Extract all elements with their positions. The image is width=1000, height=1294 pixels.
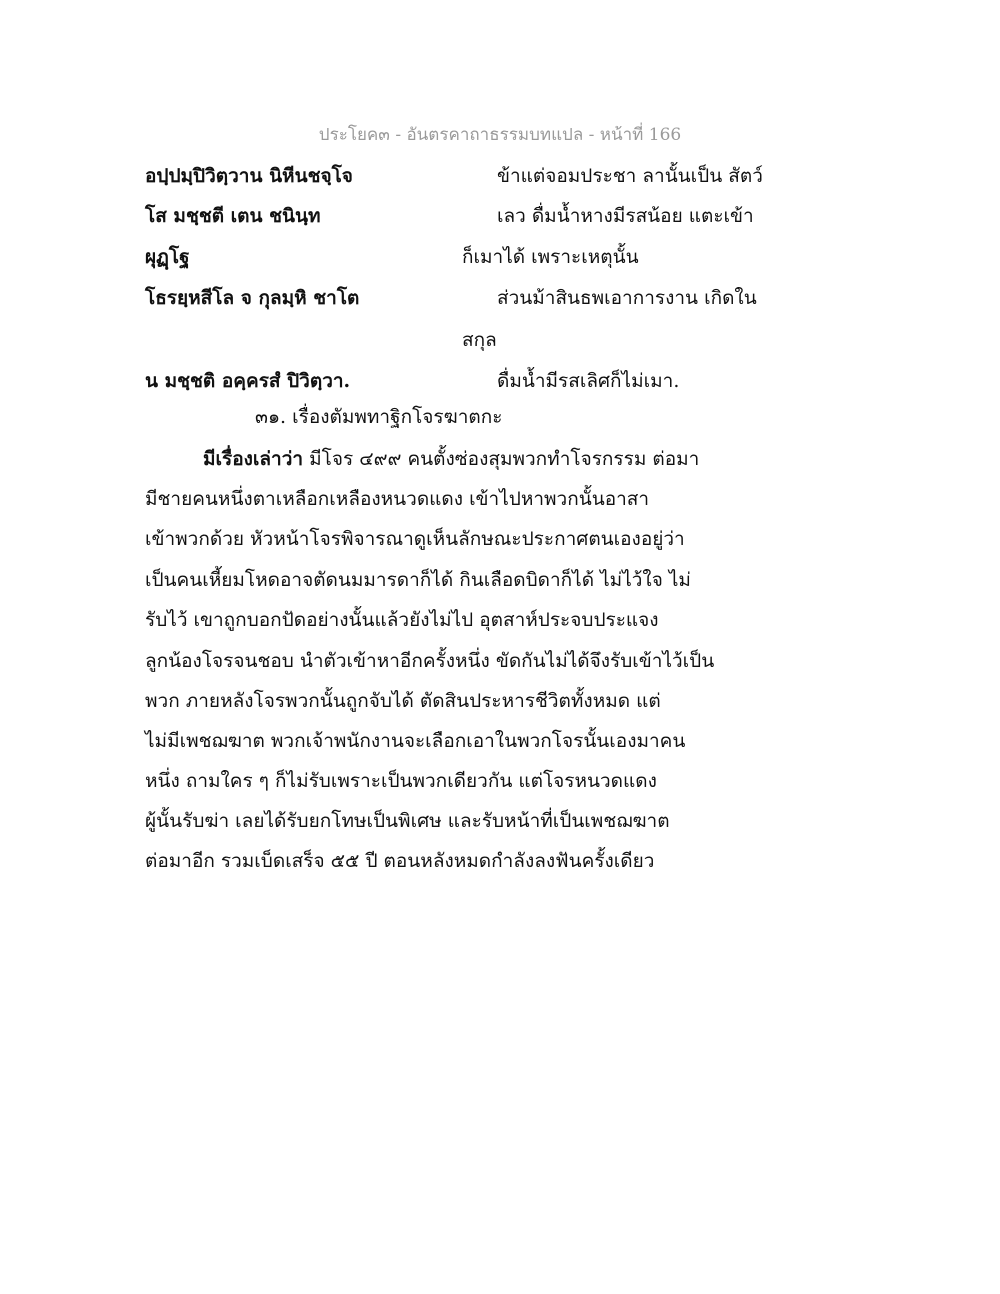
paragraph-line: ต่อมาอีก รวมเบ็ดเสร็จ ๕๕ ปี ตอนหลังหมดกำลังลงฟันครั้งเดียว — [145, 850, 655, 872]
paragraph-line: ผู้นั้นรับฆ่า เลยได้รับยกโทษเป็นพิเศษ และรับหน้าที่เป็นเพชฌฆาต — [145, 810, 670, 832]
verse-thai-line: ดื่มน้ำมีรสเลิศก็ไม่เมา. — [497, 370, 680, 392]
verse-thai-line: ส่วนม้าสินธพเอาการงาน เกิดใน — [497, 287, 757, 309]
paragraph-text: มีโจร ๔๙๙ คนตั้งซ่องสุมพวกทำโจรกรรม ต่อมา — [303, 448, 700, 470]
story-title: ๓๑. เรื่องตัมพทาฐิกโจรฆาตกะ — [255, 406, 503, 428]
paragraph-line: ไม่มีเพชฌฆาต พวกเจ้าพนักงานจะเลือกเอาในพวกโจรนั้นเองมาคน — [145, 730, 686, 752]
paragraph-line: เป็นคนเหี้ยมโหดอาจตัดนมมารดาก็ได้ กินเลือดบิดาก็ได้ ไม่ไว้ใจ ไม่ — [145, 569, 691, 591]
verse-thai-line: เลว ดื่มน้ำหางมีรสน้อย แตะเข้า — [497, 205, 754, 227]
verse-thai-line: ก็เมาได้ เพราะเหตุนั้น — [462, 246, 639, 268]
page-header: ประโยค๓ - อันตรคาถาธรรมบทแปล - หน้าที่ 166 — [318, 125, 682, 145]
verse-pali-line: อปฺปมฺปิวิตฺวาน นิหีนชจฺโจ — [145, 165, 353, 187]
paragraph-line: ลูกน้องโจรจนชอบ นำตัวเข้าหาอีกครั้งหนึ่ง ขัดกันไม่ได้จึงรับเข้าไว้เป็น — [145, 650, 715, 672]
verse-thai-line: ข้าแต่จอมประชา ลานั้นเป็น สัตว์ — [497, 165, 763, 187]
paragraph-line: พวก ภายหลังโจรพวกนั้นถูกจับได้ ตัดสินประหารชีวิตทั้งหมด แต่ — [145, 690, 661, 712]
paragraph-line: รับไว้ เขาถูกบอกปัดอย่างนั้นแล้วยังไม่ไป อุตสาห์ประจบประแจง — [145, 609, 659, 631]
paragraph-line — [203, 444, 699, 474]
verse-pali-line: ผุฏฺโฐ — [145, 246, 190, 268]
paragraph-line: เข้าพวกด้วย หัวหน้าโจรพิจารณาดูเห็นลักษณะประกาศตนเองอยู่ว่า — [145, 528, 685, 550]
paragraph-line: หนึ่ง ถามใคร ๆ ก็ไม่รับเพราะเป็นพวกเดียวกัน แต่โจรหนวดแดง — [145, 770, 657, 792]
story-lead: มีเรื่องเล่าว่า — [203, 448, 304, 470]
verse-pali-line: น มชฺชติ อคฺครสํ ปิวิตฺวา. — [145, 370, 351, 392]
paragraph-line: มีชายคนหนึ่งตาเหลือกเหลืองหนวดแดง เข้าไปหาพวกนั้นอาสา — [145, 488, 650, 510]
verse-pali-line: โธรยฺหสีโล จ กุลมฺหิ ชาโต — [145, 287, 360, 309]
verse-pali-line: โส มชฺชตี เตน ชนินฺท — [145, 205, 321, 227]
verse-thai-line: สกุล — [462, 329, 497, 351]
